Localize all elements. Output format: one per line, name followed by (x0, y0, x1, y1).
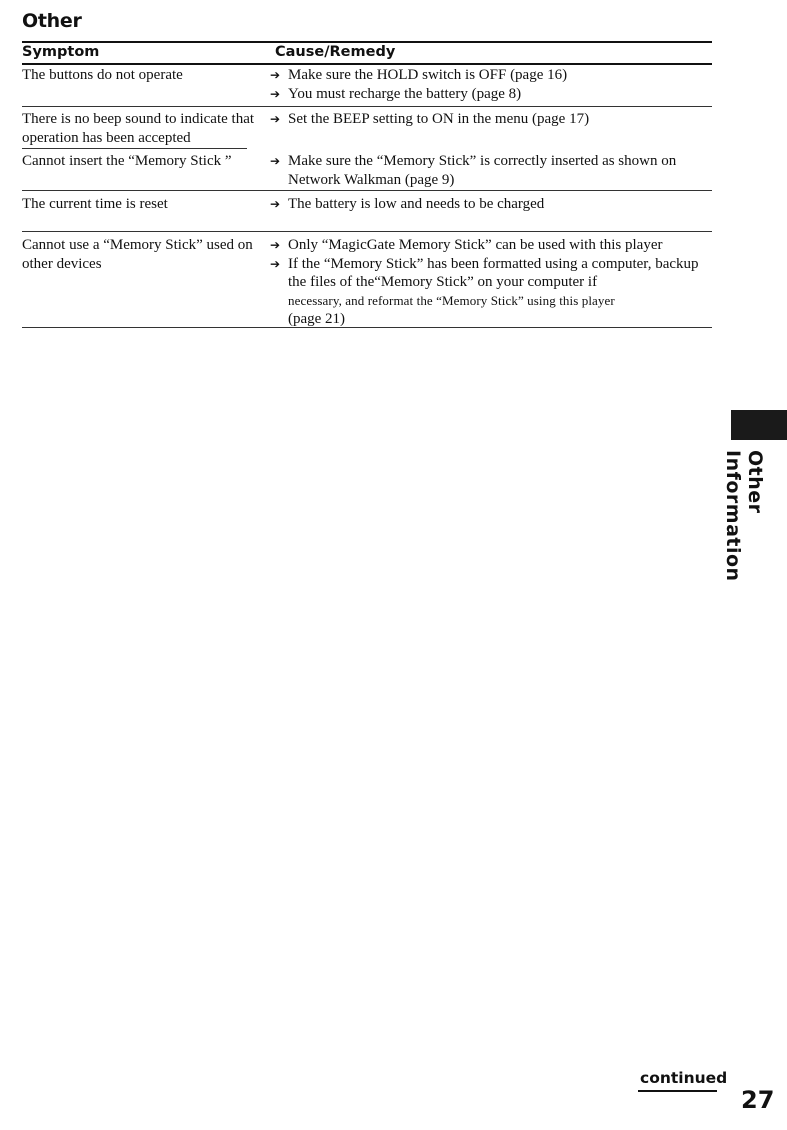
remedy-text: Set the BEEP setting to ON in the menu (page 17) (288, 111, 590, 127)
continued-label: continued (640, 1069, 728, 1087)
header-symptom: Symptom (22, 44, 100, 60)
remedy-continuation: (page 21) (288, 311, 346, 327)
arrow-right-icon: ➔ (270, 112, 281, 126)
remedy-item (268, 195, 716, 214)
remedy-cell (268, 195, 716, 214)
section-thumb-tab (731, 410, 787, 440)
symptom-cell: The current time is reset (22, 196, 168, 212)
table-header (22, 44, 712, 63)
symptom-cell: The buttons do not operate (22, 67, 183, 83)
arrow-right-icon: ➔ (270, 68, 281, 82)
remedy-text: The battery is low and needs to be charged (288, 196, 545, 212)
symptom-cell: There is no beep sound to indicate that operation has been accepted (22, 111, 255, 146)
remedy-text: Make sure the HOLD switch is OFF (page 16) (288, 67, 568, 83)
arrow-right-icon: ➔ (270, 154, 281, 168)
remedy-text: You must recharge the battery (page 8) (288, 85, 522, 102)
remedy-item (268, 85, 716, 104)
side-section-label: Other Information (722, 450, 766, 582)
remedy-text: Make sure the “Memory Stick” is correctly inserted as shown on Network Walkman (page 9) (288, 153, 677, 188)
remedy-item (268, 110, 716, 129)
remedy-item (268, 66, 716, 85)
remedy-cell (268, 110, 716, 129)
symptom-cell: Cannot insert the “Memory Stick ” (22, 153, 232, 169)
arrow-right-icon: ➔ (270, 86, 281, 101)
row-divider (22, 231, 712, 232)
remedy-cell (268, 236, 716, 329)
top-rule (22, 41, 712, 43)
row-divider (22, 190, 712, 191)
row-divider (22, 327, 712, 328)
page-number: 27 (741, 1086, 775, 1114)
header-rule (22, 63, 712, 65)
remedy-item (268, 236, 716, 255)
continued-rule (638, 1090, 717, 1092)
remedy-cell (268, 152, 716, 189)
arrow-right-icon: ➔ (270, 256, 281, 271)
remedy-cell (268, 66, 716, 103)
remedy-text: Only “MagicGate Memory Stick” can be used with this player (288, 237, 663, 253)
section-title: Other (22, 10, 82, 32)
symptom-cell: Cannot use a “Memory Stick” used on other devices (22, 237, 253, 272)
remedy-text: If the “Memory Stick” has been formatted using a computer, backup the files of the“Memory Stick” on your computer if (288, 255, 699, 290)
row-divider (22, 106, 712, 107)
arrow-right-icon: ➔ (270, 238, 281, 252)
remedy-item (268, 152, 716, 189)
header-cause-remedy: Cause/Remedy (275, 44, 396, 60)
arrow-right-icon: ➔ (270, 197, 281, 211)
remedy-item (268, 255, 716, 292)
row-divider (22, 148, 247, 149)
remedy-continuation: necessary, and reformat the “Memory Stick” using this player (288, 292, 615, 308)
